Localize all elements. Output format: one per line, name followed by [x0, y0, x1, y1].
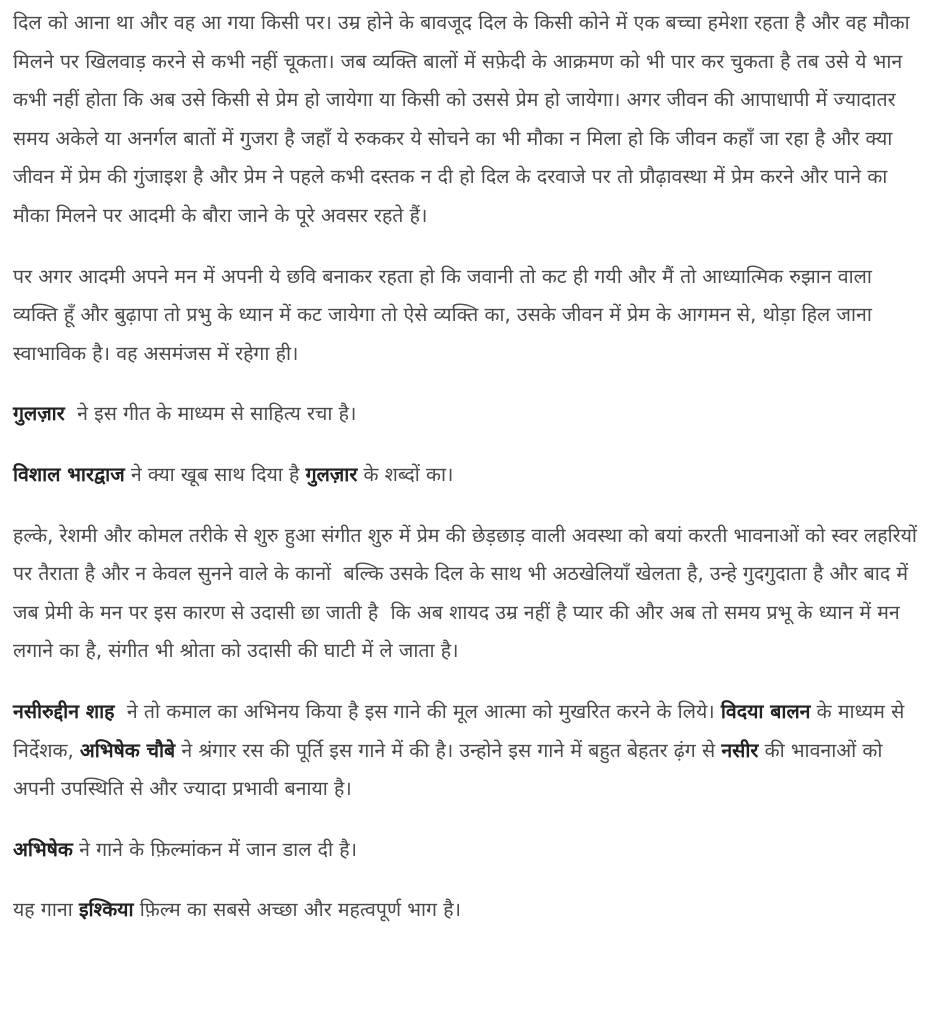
paragraph-spiritual	[13, 258, 917, 374]
paragraph-composer-text-a: ने क्या खूब साथ दिया है	[124, 462, 306, 486]
bold-ishqiya: इश्किया	[78, 898, 134, 922]
paragraph-lyricist-text: ने इस गीत के माध्यम से साहित्य रचा है।	[64, 402, 357, 426]
bold-vidya: विदया बालन	[720, 699, 811, 723]
bold-gulzar: गुलज़ार	[13, 402, 65, 426]
paragraph-spiritual-text: पर अगर आदमी अपने मन में अपनी ये छवि बनाकर रहता हो कि जवानी तो कट ही गयी और मैं तो आध्यात्मिक रुझान वाला व्यक्ति हूँ और बुढ़ापा तो प्रभु के ध्यान में कट जायेगा तो ऐसे व्यक्ति का, उसके जीवन में प्रेम के आगमन से, थोड़ा हिल जाना स्वाभाविक है। वह असमंजस में रहेगा ही।	[13, 264, 872, 365]
paragraph-filming-text: ने गाने के फ़िल्मांकन में जान डाल दी है।	[72, 837, 357, 861]
bold-naseeruddin: नसीरुद्दीन शाह	[13, 699, 115, 723]
paragraph-lyricist	[13, 395, 917, 434]
paragraph-acting	[13, 693, 917, 809]
bold-abhishek-chaubey: अभिषेक चौबे	[79, 738, 176, 762]
paragraph-conclusion	[13, 891, 917, 930]
bold-naseer: नसीर	[721, 738, 759, 762]
paragraph-composer-text-b: के शब्दों का।	[357, 462, 454, 486]
bold-vishal: विशाल भारद्वाज	[13, 462, 125, 486]
paragraph-filming	[13, 831, 917, 870]
paragraph-acting-text-c: ने श्रंगार रस की पूर्ति इस गाने में की है। उन्होने इस गाने में बहुत बेहतर ढ़ंग से	[175, 738, 722, 762]
paragraph-conclusion-text-a: यह गाना	[13, 898, 79, 922]
paragraph-conclusion-text-b: फ़िल्म का सबसे अच्छा और महत्वपूर्ण भाग है।	[133, 898, 461, 922]
paragraph-acting-text-a: ने तो कमाल का अभिनय किया है इस गाने की मूल आत्मा को मुखरित करने के लिये।	[114, 699, 721, 723]
paragraph-intro	[13, 4, 917, 236]
paragraph-music-text: हल्के, रेशमी और कोमल तरीके से शुरु हुआ संगीत शुरु में प्रेम की छेड़छाड़ वाली अवस्था को बयां करती भावनाओं को स्वर लहरियों पर तैराता है और न केवल सुनने वाले के कानों बल्कि उसके दिल के साथ भी अठखेलियाँ खेलता है, उन्हे गुदगुदाता है और बाद में जब प्रेमी के मन पर इस कारण से उदासी छा जाती है कि अब शायद उम्र नहीं है प्यार की और अब तो समय प्रभू के ध्यान में मन लगाने का है, संगीत भी श्रोता को उदासी की घाटी में ले जाता है।	[13, 523, 924, 663]
paragraph-composer	[13, 456, 917, 495]
paragraph-acting-text-d: की भावनाओं को अपनी उपस्थिति से और ज्यादा प्रभावी बनाया है।	[13, 738, 889, 801]
paragraph-acting-text-b: के माध्यम से निर्देशक,	[13, 699, 911, 762]
bold-gulzar-2: गुलज़ार	[305, 462, 358, 486]
bold-abhishek: अभिषेक	[13, 837, 73, 861]
paragraph-intro-text: दिल को आना था और वह आ गया किसी पर। उम्र होने के बावजूद दिल के किसी कोने में एक बच्चा हमेशा रहता है और वह मौका मिलने पर खिलवाड़ करने से कभी नहीं चूकता। जब व्यक्ति बालों में सफ़ेदी के आक्रमण को भी पार कर चुकता है तब उसे ये भान कभी नहीं होता कि अब उसे किसी से प्रेम हो जायेगा या किसी को उससे प्रेम हो जायेगा। अगर जीवन की आपाधापी में ज्यादातर समय अकेले या अनर्गल बातों में गुजरा है जहाँ ये रुककर ये सोचने का भी मौका न मिला हो कि जीवन कहाँ जा रहा है और क्या जीवन में प्रेम की गुंजाइश है और प्रेम ने पहले कभी दस्तक न दी हो दिल के दरवाजे पर तो प्रौढ़ावस्था में प्रेम करने और पाने का मौका मिलने पर आदमी के बौरा जाने के पूरे अवसर रहते हैं।	[13, 11, 910, 227]
paragraph-music	[13, 517, 924, 671]
